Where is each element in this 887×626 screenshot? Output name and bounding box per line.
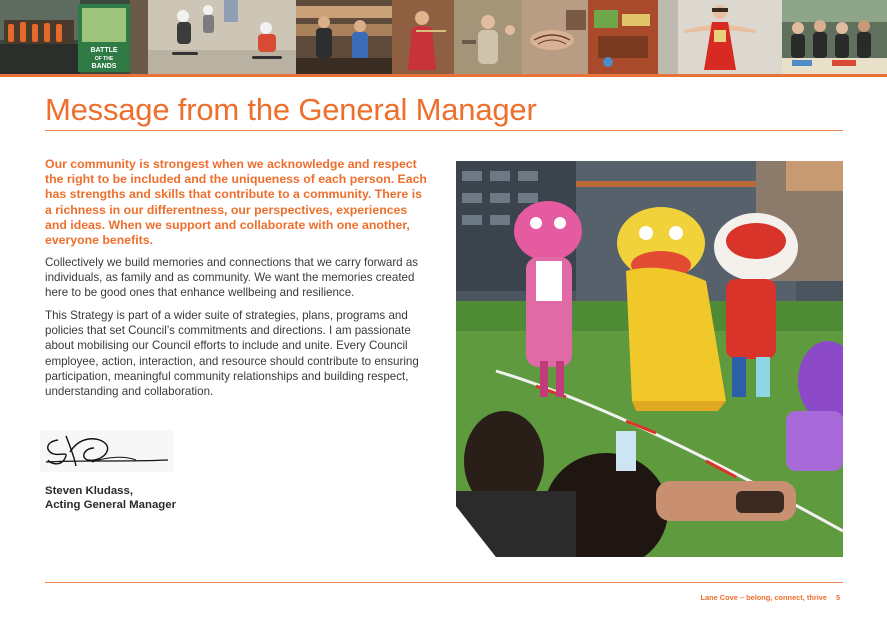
footer-divider <box>45 582 843 583</box>
body-paragraph-2: This Strategy is part of a wider suite of strategies, plans, programs and policies that set Council’s commitments and directions. I am passionate about mobilising our Council efforts to include and unite. Every Council employee, action, interaction, and resource should contribute to ensuring participation, meaningful community relationships and building respect, understanding and collaboration. <box>45 309 419 399</box>
header-photo-flute-performer <box>392 0 454 74</box>
footer-tagline: Lane Cove – belong, connect, thrive <box>700 593 827 602</box>
header-photo-stage-band <box>0 0 148 74</box>
header-photo-strip <box>0 0 887 74</box>
header-photo-volunteers <box>782 0 887 74</box>
signatory-name: Steven Kludass, <box>45 485 133 497</box>
skateboarding-image <box>148 0 296 74</box>
library-image <box>296 0 392 74</box>
header-photo-craft <box>588 0 658 74</box>
signatory-role: Acting General Manager <box>45 499 177 511</box>
header-accent-rule <box>0 74 887 77</box>
elderly-band-image <box>454 0 522 74</box>
lion-dance-photo <box>456 161 843 557</box>
flute-performer-image <box>392 0 454 74</box>
page-number: 5 <box>836 593 841 602</box>
volunteers-image <box>782 0 887 74</box>
dancer-image <box>658 0 782 74</box>
lead-paragraph: Our community is strongest when we acknowledge and respect the right to be included and the uniqueness of each person. Each has strengths and skills that contribute to a community. There is a richness in our differentness, our perspectives, experiences and ideas. When we support and collaborate with one another, everyone benefits. <box>45 157 427 248</box>
henna-image <box>522 0 588 74</box>
poster-text-line3: BANDS <box>91 63 117 70</box>
signature-image <box>40 430 174 472</box>
header-photo-dancer <box>658 0 782 74</box>
lion-dance-image <box>456 161 843 557</box>
handwritten-signature <box>40 430 174 472</box>
poster-text-line2: OF THE <box>94 56 114 62</box>
header-photo-library <box>296 0 392 74</box>
poster-text-line1: BATTLE <box>90 47 118 54</box>
stage-band-image <box>0 0 148 74</box>
page-title: Message from the General Manager <box>45 92 537 127</box>
header-photo-skateboarding <box>148 0 296 74</box>
header-photo-henna <box>522 0 588 74</box>
body-paragraph-1: Collectively we build memories and connections that we carry forward as individuals, as family and as community. We want the memories created here to be good ones that enhance wellbeing and resilience. <box>45 256 419 300</box>
title-divider <box>45 130 843 131</box>
header-photo-elderly-band <box>454 0 522 74</box>
craft-image <box>588 0 658 74</box>
